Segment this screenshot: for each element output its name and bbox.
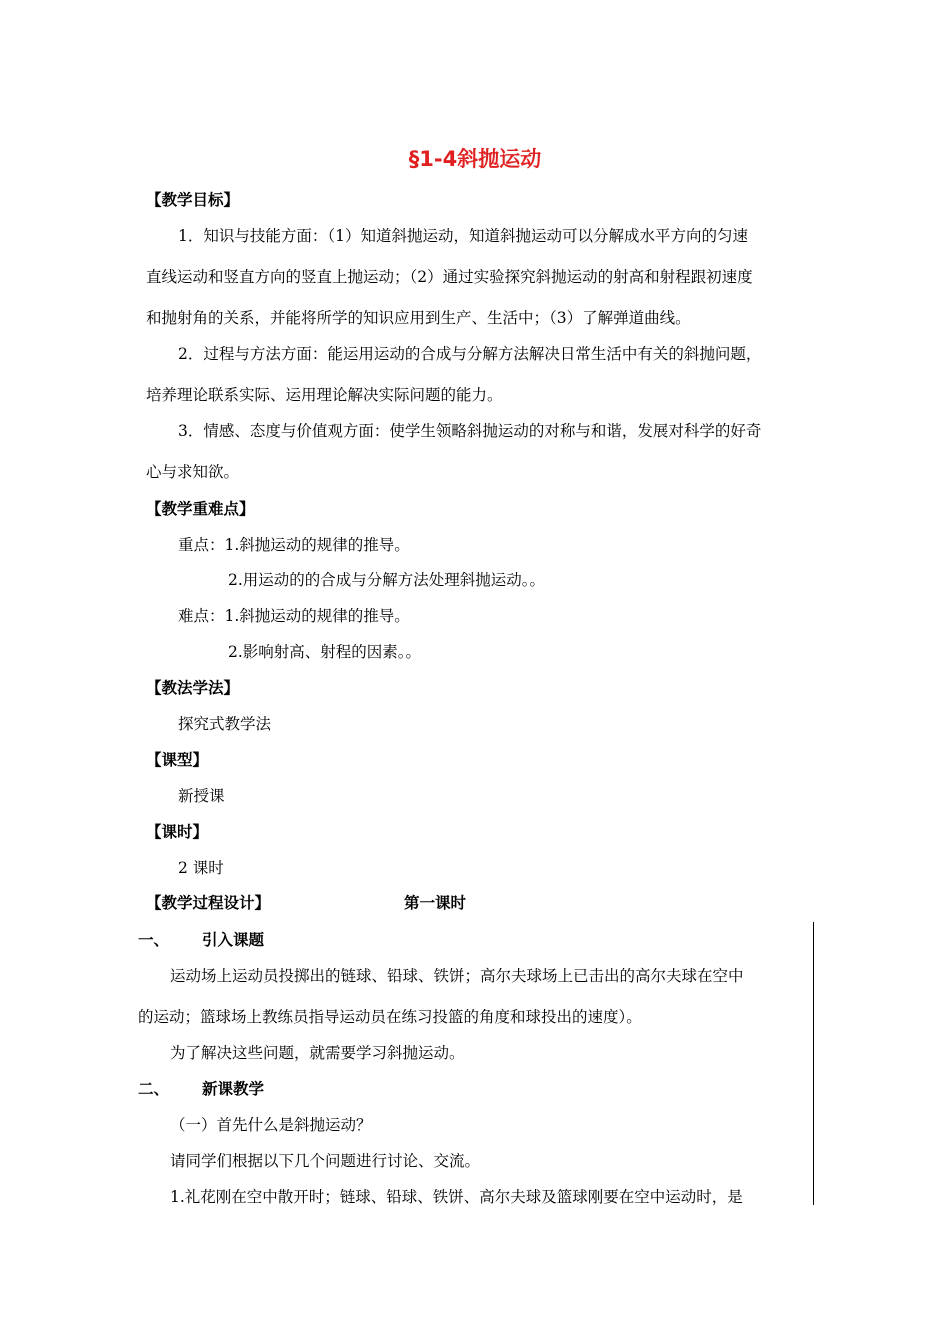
section-2-title: 新课教学 xyxy=(202,1080,265,1098)
objective-3-line-2: 心与求知欲。 xyxy=(146,463,240,481)
objective-1-line-1: 1．知识与技能方面：（1）知道斜抛运动，知道斜抛运动可以分解成水平方向的匀速 xyxy=(178,227,748,245)
objective-2-line-2: 培养理论联系实际、运用理论解决实际问题的能力。 xyxy=(146,386,503,404)
objective-2-line-1: 2．过程与方法方面：能运用运动的合成与分解方法解决日常生活中有关的斜抛问题， xyxy=(178,345,762,363)
objective-1-line-3: 和抛射角的关系，并能将所学的知识应用到生产、生活中；（3）了解弹道曲线。 xyxy=(146,309,691,327)
method-value: 探究式教学法 xyxy=(178,715,272,733)
difficulty-point-1: 难点：1.斜抛运动的规律的推导。 xyxy=(178,607,410,625)
question-prompt: 请同学们根据以下几个问题进行讨论、交流。 xyxy=(170,1152,481,1170)
lesson-type-value: 新授课 xyxy=(178,787,225,805)
focus-point-1: 重点：1.斜抛运动的规律的推导。 xyxy=(178,536,410,554)
section-1-number: 一、 xyxy=(138,931,170,949)
objective-3-line-1: 3．情感、态度与价值观方面：使学生领略斜抛运动的对称与和谐，发展对科学的好奇 xyxy=(178,422,762,440)
process-heading: 【教学过程设计】 xyxy=(146,894,271,912)
intro-line-2: 的运动；篮球场上教练员指导运动员在练习投篮的角度和球投出的速度）。 xyxy=(138,1008,642,1026)
page-title: §1-4斜抛运动 xyxy=(408,147,542,171)
section-2-number: 二、 xyxy=(138,1080,170,1098)
difficulty-point-2: 2.影响射高、射程的因素。。 xyxy=(228,643,422,661)
hours-value: 2 课时 xyxy=(178,859,224,877)
intro-line-3: 为了解决这些问题，就需要学习斜抛运动。 xyxy=(170,1044,465,1062)
focus-point-2: 2.用运动的的合成与分解方法处理斜抛运动。。 xyxy=(228,571,546,589)
question-1: 1.礼花刚在空中散开时；链球、铅球、铁饼、高尔夫球及篮球刚要在空中运动时，是 xyxy=(170,1188,743,1206)
key-points-heading: 【教学重难点】 xyxy=(146,500,255,518)
objective-1-line-2: 直线运动和竖直方向的竖直上抛运动；（2）通过实验探究斜抛运动的射高和射程跟初速度 xyxy=(146,268,753,286)
objectives-heading: 【教学目标】 xyxy=(146,191,240,209)
question-heading: （一）首先什么是斜抛运动？ xyxy=(170,1116,372,1134)
lesson-type-heading: 【课型】 xyxy=(146,751,209,769)
session-label: 第一课时 xyxy=(404,894,467,912)
intro-line-1: 运动场上运动员投掷出的链球、铅球、铁饼；高尔夫球场上已击出的高尔夫球在空中 xyxy=(170,967,744,985)
margin-rule xyxy=(813,922,814,1205)
method-heading: 【教法学法】 xyxy=(146,679,240,697)
hours-heading: 【课时】 xyxy=(146,823,209,841)
section-1-title: 引入课题 xyxy=(202,931,265,949)
